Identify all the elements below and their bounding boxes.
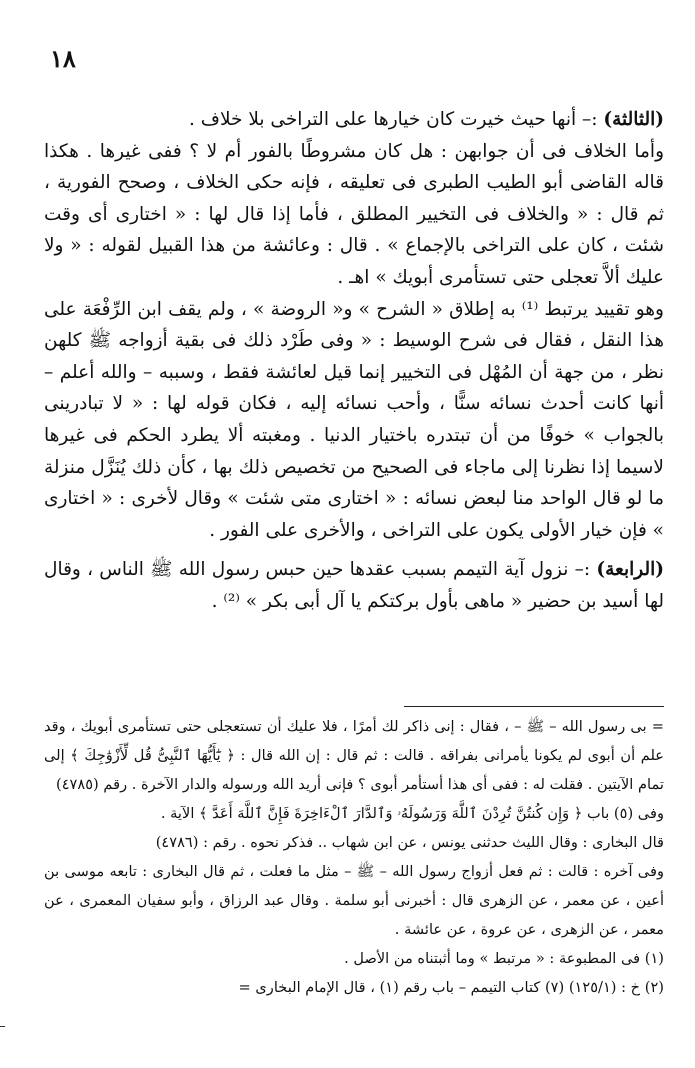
section-label-fourth: (الرابعة) [596,559,664,581]
edge-mark [0,1026,5,1027]
main-text [44,104,664,618]
footnote-chapter: وفى (٥) باب ﴿ وَإِن كُنتُنَّ تُرِدْنَ ٱللَّهَ وَرَسُولَهُۥ وَٱلدَّارَ ٱلْءَاخِرَةَ فَإِنَّ ٱللَّهَ أَعَدَّ ﴾ الآية . [160,805,664,822]
footnotes [44,712,664,1002]
footnote-2: (٢) خ : (١٢٥/١) (٧) كتاب التيمم – باب رقم (١) ، قال الإمام البخارى = [238,979,664,996]
paragraph-disagreement: وأما الخلاف فى أن جوابهن : هل كان مشروطًا بالفور أم لا ؟ ففى غيرها . هكذا قاله القاضى أبو الطيب الطبرى فى تعليقه ، فإنه حكى الخلاف ، وصحح الفورية ، ثم قال : « والخلاف فى التخيير المطلق ، فأما إذا قال لها : « اختارى أى وقت شئت ، كان على التراخى بالإجماع » . قال : وعائشة من هذا القبيل لقوله : « ولا عليك ألاَّ تعجلى حتى تستأمرى أبويك » اهـ . [44,140,664,288]
paragraph-fourth [44,554,664,617]
paragraph-third-text: :– أنها حيث خيرت كان خيارها على التراخى بلا خلاف . [189,109,604,130]
section-label-third: (الثالثة) [603,109,664,130]
footnote-bukhari-ending: وفى آخره : قالت : ثم فعل أزواج رسول الله – ﷺ – مثل ما فعلت ، ثم قال البخارى : تابعه موسى بن أعين ، عن معمر ، عن الزهرى قال : أخبرنى أبو سلمة . وقال عبد الرزاق ، وأبو سفيان المعمرى ، عن معمر ، عن الزهرى ، عن عروة ، عن عائشة . [44,863,664,938]
paragraph-third [44,104,664,136]
footnote-1: (١) فى المطبوعة : « مرتبط » وما أثبتناه من الأصل . [344,950,664,967]
page-number: ١٨ [50,44,76,73]
footnote-continuation: = بى رسول الله – ﷺ – ، فقال : إنى ذاكر لك أمرًا ، فلا عليك أن تستعجلى حتى تستأمرى أبويك ، وقد علم أن أبوى لم يكونا يأمرانى بفراقه . قالت : ثم قال : إن الله قال : ﴿ يَٰٓأَيُّهَا ٱلنَّبِىُّ قُل لِّأَزْوَٰجِكَ ﴾ إلى تمام الآيتين . فقلت له : ففى أى هذا أستأمر أبوى ؟ فإنى أريد الله ورسوله والدار الآخرة . رقم (٤٧٨٥) [44,718,664,793]
footnote-divider [404,706,664,707]
paragraph-fourth-text: :– نزول آية التيمم بسبب عقدها حين حبس رسول الله ﷺ الناس ، وقال لها أسيد بن حضير « ماهى بأول بركتكم يا آل أبى بكر » ⁽²⁾ . [44,559,664,612]
paragraph-restriction: وهو تقييد يرتبط ⁽¹⁾ به إطلاق « الشرح » و« الروضة » ، ولم يقف ابن الرِّفْعَة على هذا النقل ، فقال فى شرح الوسيط : « وفى طَرْد ذلك فى بقية أزواجه ﷺ كلهن نظر ، من جهة أن المُهْل فى التخيير إنما قيل لعائشة فقط ، وسببه – والله أعلم – أنها كانت أحدث نسائه سنًّا ، وأحب نسائه إليه ، فكان قوله لها : « لا تبادرينى بالجواب » خوفًا من أن تبتدره باختيار الدنيا . ومغبته ألا يطرد الحكم فى غيرها لاسيما إذا نظرنا إلى ماجاء فى الصحيح من تخصيص ذلك بها ، كأن ذلك يُنَزَّل منزلة ما لو قال الواحد منا لبعض نسائه : « اختارى متى شئت » وقال لأخرى : « اختارى » فإن خيار الأولى يكون على التراخى ، والأخرى على الفور . [44,298,664,541]
footnote-bukhari-layth: قال البخارى : وقال الليث حدثنى يونس ، عن ابن شهاب .. فذكر نحوه . رقم : (٤٧٨٦) [155,834,664,851]
